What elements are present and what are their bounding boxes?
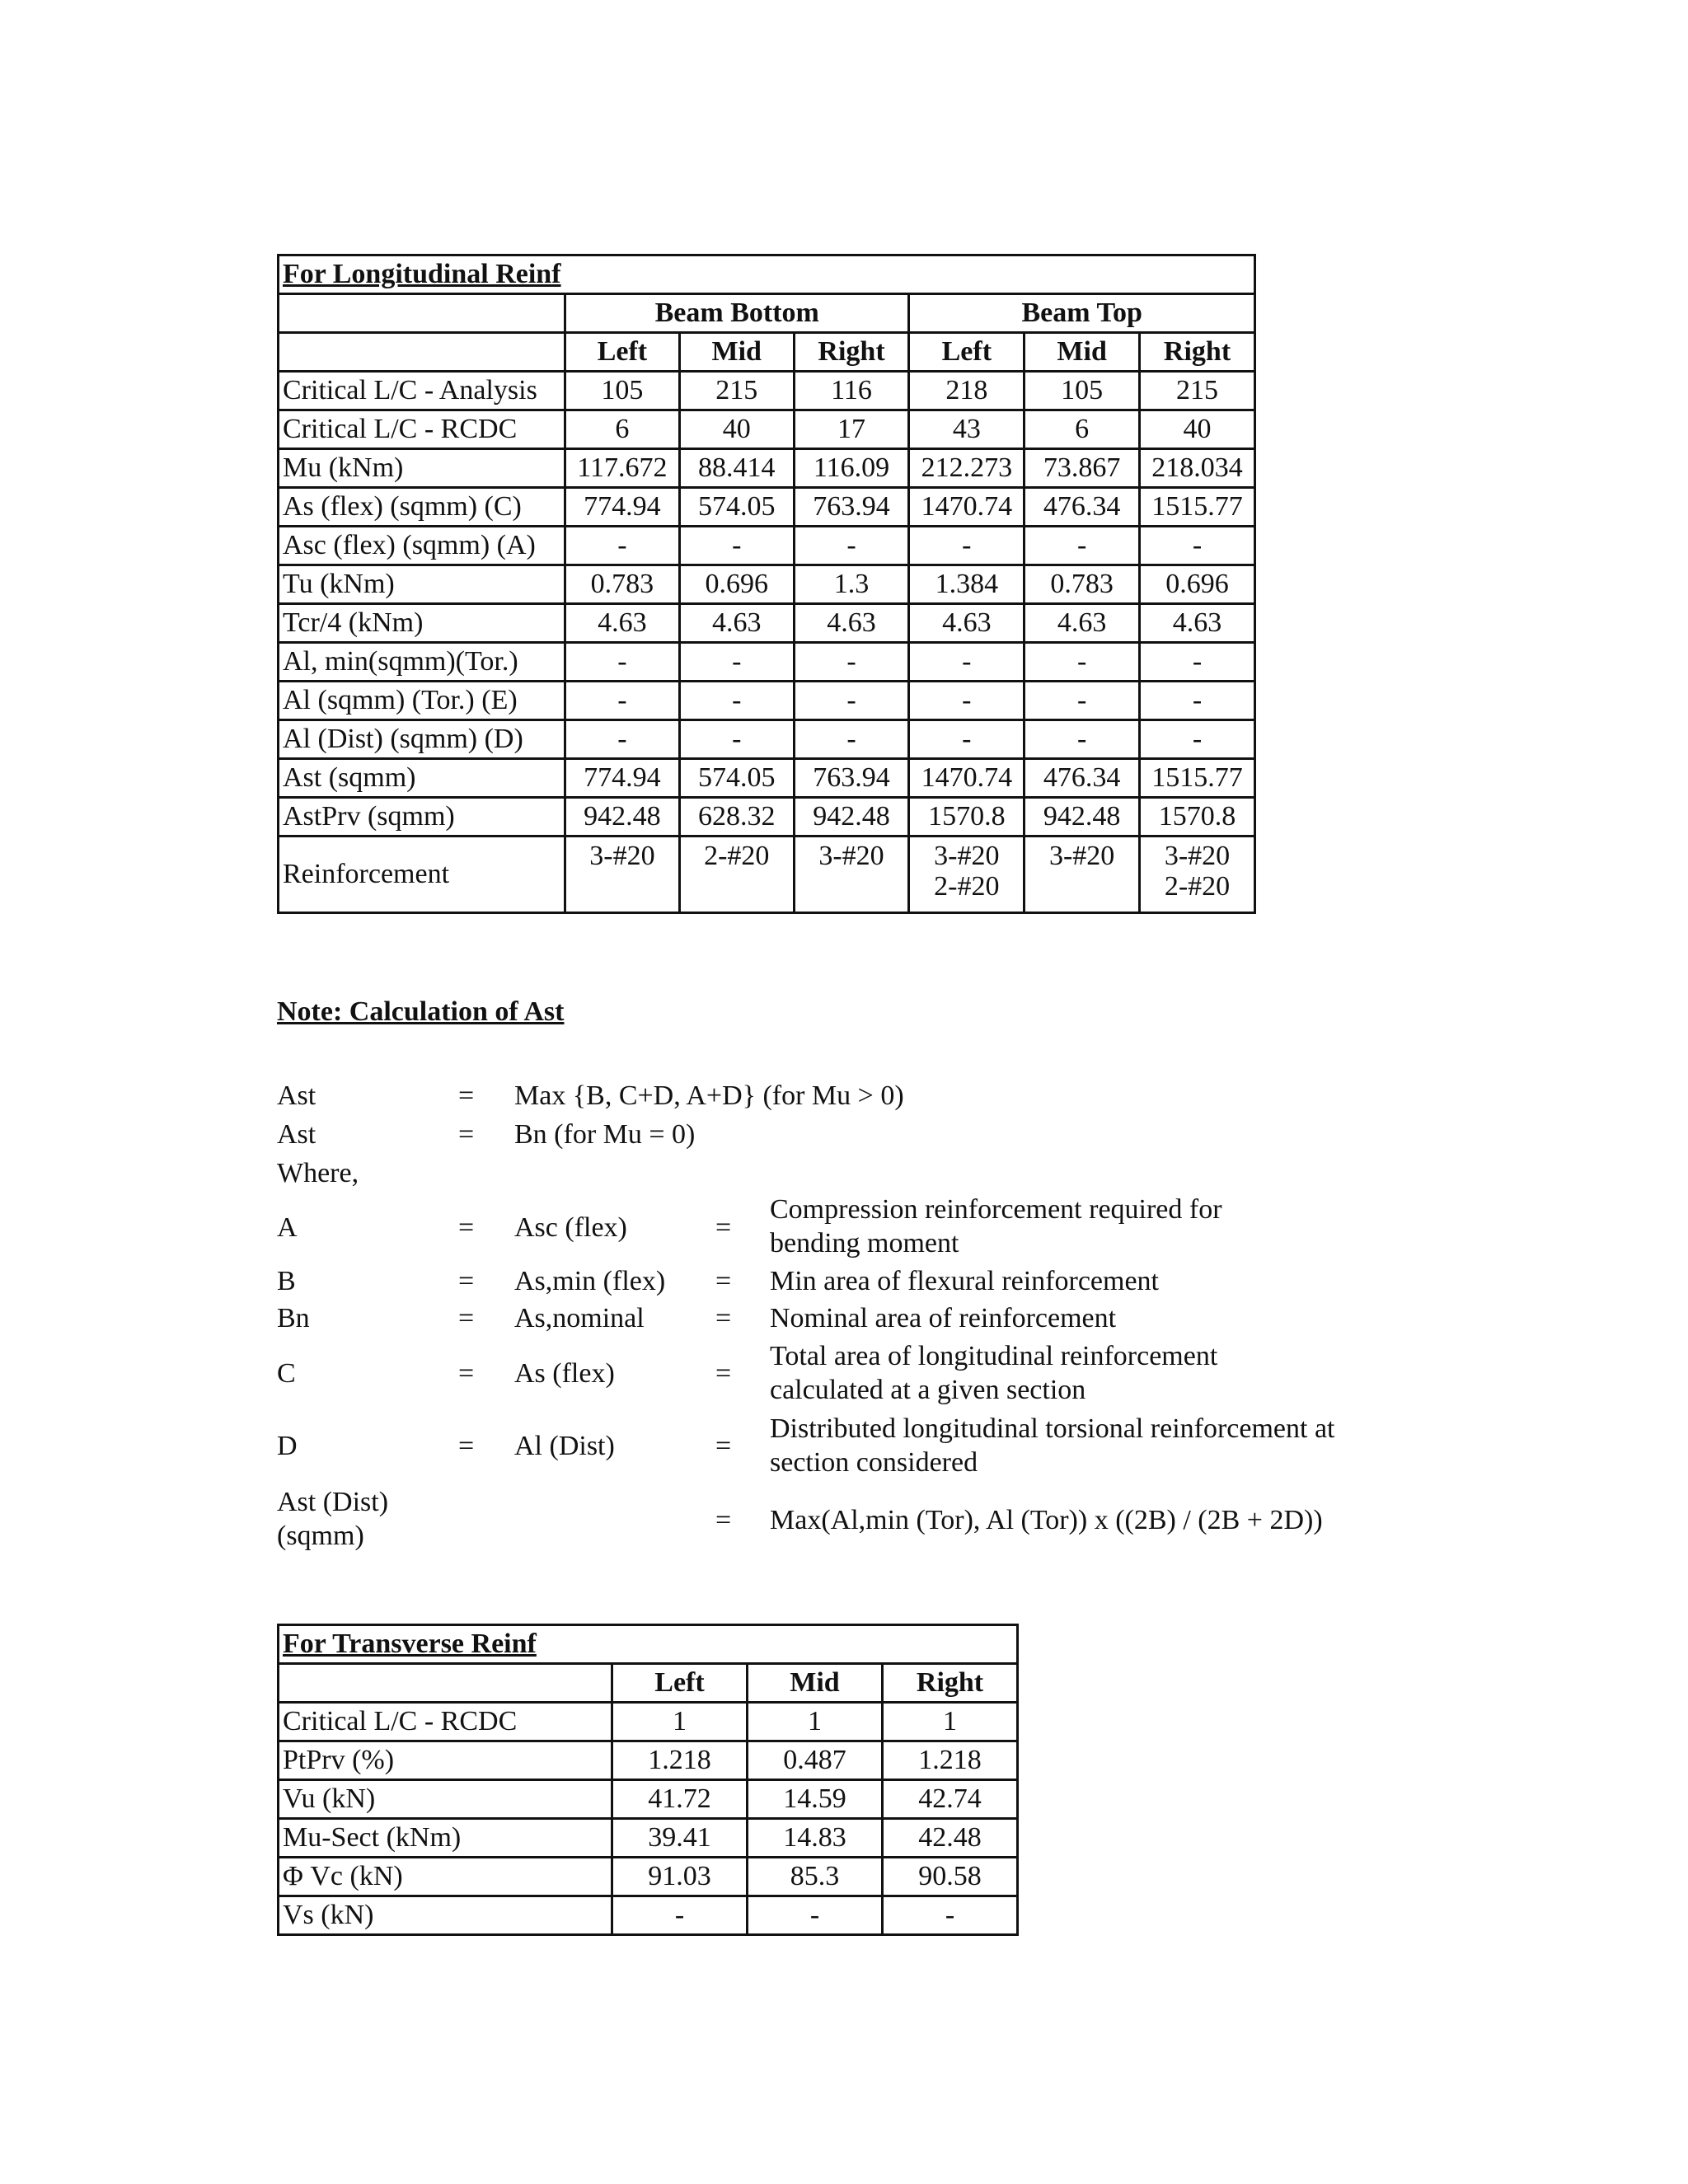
def-term: As,nominal <box>514 1303 645 1333</box>
table-row <box>279 604 1255 643</box>
table-cell: - <box>1025 682 1140 720</box>
table-cell: 1.218 <box>612 1741 748 1780</box>
table-cell: 942.48 <box>1025 798 1140 837</box>
column-header: Left <box>909 333 1025 372</box>
table-cell: 215 <box>1140 372 1255 410</box>
beam-bottom-header: Beam Bottom <box>565 294 909 333</box>
row-label: Asc (flex) (sqmm) (A) <box>279 527 565 565</box>
table-cell: 942.48 <box>565 798 680 837</box>
column-header: Left <box>565 333 680 372</box>
table-cell: 105 <box>1025 372 1140 410</box>
note-line-rhs: Bn (for Mu = 0) <box>514 1119 696 1150</box>
table-cell: 476.34 <box>1025 488 1140 527</box>
table-cell: 4.63 <box>909 604 1025 643</box>
longitudinal-reinf-table <box>277 254 1256 914</box>
table-cell: - <box>679 682 794 720</box>
table-cell: - <box>1140 643 1255 682</box>
table-cell: - <box>612 1896 748 1935</box>
beam-top-header: Beam Top <box>909 294 1255 333</box>
reinforcement-cell <box>1025 837 1140 913</box>
table-cell: 574.05 <box>679 759 794 798</box>
table-cell: 116.09 <box>794 449 909 488</box>
column-header-row <box>279 333 1255 372</box>
table-row <box>279 527 1255 565</box>
row-label: Vs (kN) <box>279 1896 612 1935</box>
table-cell: - <box>1025 527 1140 565</box>
table-cell: - <box>794 720 909 759</box>
table-cell: 41.72 <box>612 1780 748 1819</box>
table-cell: 1 <box>883 1703 1018 1741</box>
ast-dist-formula: Max(Al,min (Tor), Al (Tor)) x ((2B) / (2B + 2D)) <box>770 1505 1323 1535</box>
table-row <box>279 759 1255 798</box>
row-label: Ast (sqmm) <box>279 759 565 798</box>
table-row <box>279 410 1255 449</box>
bar-spec: 2-#20 <box>934 871 1000 902</box>
table-row <box>279 1703 1018 1741</box>
row-label: Vu (kN) <box>279 1780 612 1819</box>
row-label: Critical L/C - RCDC <box>279 1703 612 1741</box>
table-cell: 42.48 <box>883 1819 1018 1858</box>
table-cell: 0.783 <box>565 565 680 604</box>
table-row <box>279 1896 1018 1935</box>
table-cell: 0.696 <box>1140 565 1255 604</box>
row-label: Mu (kNm) <box>279 449 565 488</box>
table-title-row <box>279 1625 1018 1664</box>
def-symbol: A <box>277 1212 298 1243</box>
table-cell: 942.48 <box>794 798 909 837</box>
reinforcement-row <box>279 837 1255 913</box>
table-cell: 40 <box>679 410 794 449</box>
note-line-eq: = <box>458 1080 475 1111</box>
table-cell: - <box>794 643 909 682</box>
table-cell: 88.414 <box>679 449 794 488</box>
table-cell: 1.218 <box>883 1741 1018 1780</box>
ast-dist-label: Ast (Dist) (sqmm) <box>277 1487 389 1552</box>
table-cell: - <box>909 720 1025 759</box>
reinforcement-cell <box>909 837 1025 913</box>
table-cell: 763.94 <box>794 759 909 798</box>
def-eq: = <box>715 1303 732 1333</box>
table-row <box>279 372 1255 410</box>
blank-cell <box>279 333 565 372</box>
table-cell: 0.487 <box>748 1741 883 1780</box>
def-symbol: D <box>277 1431 298 1461</box>
def-symbol: Bn <box>277 1303 310 1333</box>
table-cell: - <box>909 527 1025 565</box>
def-eq: = <box>715 1266 732 1296</box>
bar-spec: 3-#20 <box>589 841 655 871</box>
bar-spec: 2-#20 <box>1164 871 1231 902</box>
blank-cell <box>279 294 565 333</box>
def-description: Nominal area of reinforcement <box>770 1303 1117 1333</box>
table-cell: 4.63 <box>565 604 680 643</box>
table-cell: 39.41 <box>612 1819 748 1858</box>
table-cell: 1.384 <box>909 565 1025 604</box>
row-label: AstPrv (sqmm) <box>279 798 565 837</box>
table-cell: - <box>794 527 909 565</box>
note-where: Where, <box>277 1158 359 1188</box>
table-cell: - <box>1140 682 1255 720</box>
table-cell: 117.672 <box>565 449 680 488</box>
bar-spec: 3-#20 <box>934 841 1000 871</box>
table-cell: 212.273 <box>909 449 1025 488</box>
def-term: Asc (flex) <box>514 1212 627 1243</box>
row-label: Al (sqmm) (Tor.) (E) <box>279 682 565 720</box>
row-label: Critical L/C - RCDC <box>279 410 565 449</box>
def-description: Distributed longitudinal torsional reinforcement at section considered <box>770 1413 1335 1479</box>
table-cell: - <box>883 1896 1018 1935</box>
table-row <box>279 565 1255 604</box>
table-cell: 774.94 <box>565 488 680 527</box>
table-cell: 1 <box>612 1703 748 1741</box>
def-eq: = <box>458 1212 475 1243</box>
table-cell: 14.59 <box>748 1780 883 1819</box>
column-header: Right <box>1140 333 1255 372</box>
table-row <box>279 1858 1018 1896</box>
table-cell: 215 <box>679 372 794 410</box>
table-cell: 85.3 <box>748 1858 883 1896</box>
column-header-row <box>279 1664 1018 1703</box>
table-cell: 476.34 <box>1025 759 1140 798</box>
table-row <box>279 643 1255 682</box>
column-header: Right <box>883 1664 1018 1703</box>
def-eq: = <box>715 1431 732 1461</box>
table-cell: - <box>1140 720 1255 759</box>
row-label: PtPrv (%) <box>279 1741 612 1780</box>
bar-spec: 3-#20 <box>1164 841 1231 871</box>
row-label: Tcr/4 (kNm) <box>279 604 565 643</box>
table-cell: 73.867 <box>1025 449 1140 488</box>
table-cell: 14.83 <box>748 1819 883 1858</box>
table-cell: - <box>909 682 1025 720</box>
table-cell: 40 <box>1140 410 1255 449</box>
row-label: Critical L/C - Analysis <box>279 372 565 410</box>
table-cell: - <box>1025 643 1140 682</box>
blank-cell <box>279 1664 612 1703</box>
def-term: Al (Dist) <box>514 1431 615 1461</box>
table-cell: - <box>794 682 909 720</box>
table-cell: 17 <box>794 410 909 449</box>
row-label: Φ Vc (kN) <box>279 1858 612 1896</box>
table-cell: 4.63 <box>1025 604 1140 643</box>
reinforcement-cell <box>679 837 794 913</box>
table-cell: 0.783 <box>1025 565 1140 604</box>
table-cell: - <box>909 643 1025 682</box>
table-row <box>279 798 1255 837</box>
note-line-eq: = <box>458 1119 475 1150</box>
table-cell: - <box>565 643 680 682</box>
table-cell: 6 <box>1025 410 1140 449</box>
table-cell: - <box>679 720 794 759</box>
def-eq: = <box>458 1303 475 1333</box>
table-cell: - <box>1140 527 1255 565</box>
column-header: Right <box>794 333 909 372</box>
bar-spec: 2-#20 <box>704 841 770 871</box>
table-cell: 105 <box>565 372 680 410</box>
table-cell: - <box>565 720 680 759</box>
table-cell: 218.034 <box>1140 449 1255 488</box>
def-eq: = <box>458 1266 475 1296</box>
bar-spec: 3-#20 <box>1048 841 1115 871</box>
def-eq: = <box>715 1358 732 1389</box>
note-line-lhs: Ast <box>277 1119 316 1150</box>
table-row <box>279 449 1255 488</box>
table-cell: - <box>679 643 794 682</box>
reinforcement-cell <box>565 837 680 913</box>
column-header: Mid <box>679 333 794 372</box>
table-row <box>279 1780 1018 1819</box>
table-title-row <box>279 255 1255 294</box>
table-row <box>279 1819 1018 1858</box>
column-header: Mid <box>1025 333 1140 372</box>
note-line-rhs: Max {B, C+D, A+D} (for Mu > 0) <box>514 1080 904 1111</box>
reinforcement-cell <box>794 837 909 913</box>
table-cell: 91.03 <box>612 1858 748 1896</box>
table-cell: 1515.77 <box>1140 759 1255 798</box>
row-label: Tu (kNm) <box>279 565 565 604</box>
note-title: Note: Calculation of Ast <box>277 996 565 1027</box>
def-symbol: B <box>277 1266 296 1296</box>
table-cell: - <box>1025 720 1140 759</box>
table-row <box>279 720 1255 759</box>
table-cell: 774.94 <box>565 759 680 798</box>
table-cell: 1570.8 <box>909 798 1025 837</box>
table-cell: 43 <box>909 410 1025 449</box>
table-cell: 116 <box>794 372 909 410</box>
table-cell: 628.32 <box>679 798 794 837</box>
note-line-lhs: Ast <box>277 1080 316 1111</box>
table-cell: 1470.74 <box>909 488 1025 527</box>
table-row <box>279 682 1255 720</box>
table-cell: 4.63 <box>1140 604 1255 643</box>
longitudinal-table-title: For Longitudinal Reinf <box>279 255 1255 294</box>
def-term: As (flex) <box>514 1358 615 1389</box>
group-header-row <box>279 294 1255 333</box>
table-cell: 1570.8 <box>1140 798 1255 837</box>
table-cell: 42.74 <box>883 1780 1018 1819</box>
table-cell: - <box>748 1896 883 1935</box>
def-eq: = <box>715 1212 732 1243</box>
longitudinal-table-body <box>279 255 1255 913</box>
def-symbol: C <box>277 1358 296 1389</box>
def-eq: = <box>458 1358 475 1389</box>
table-row <box>279 488 1255 527</box>
table-cell: - <box>565 682 680 720</box>
table-cell: 1470.74 <box>909 759 1025 798</box>
def-description: Min area of flexural reinforcement <box>770 1266 1159 1296</box>
row-label: As (flex) (sqmm) (C) <box>279 488 565 527</box>
row-label: Mu-Sect (kNm) <box>279 1819 612 1858</box>
table-cell: 763.94 <box>794 488 909 527</box>
table-row <box>279 1741 1018 1780</box>
reinforcement-cell <box>1140 837 1255 913</box>
table-cell: 4.63 <box>794 604 909 643</box>
def-description: Compression reinforcement required for bending moment <box>770 1194 1222 1259</box>
table-cell: 1515.77 <box>1140 488 1255 527</box>
table-cell: 1.3 <box>794 565 909 604</box>
def-eq: = <box>458 1431 475 1461</box>
row-label: Al (Dist) (sqmm) (D) <box>279 720 565 759</box>
def-description: Total area of longitudinal reinforcement calculated at a given section <box>770 1341 1218 1406</box>
transverse-table-title: For Transverse Reinf <box>279 1625 1018 1664</box>
column-header: Mid <box>748 1664 883 1703</box>
table-cell: - <box>565 527 680 565</box>
table-cell: 574.05 <box>679 488 794 527</box>
transverse-table-body <box>279 1625 1018 1935</box>
bar-spec: 3-#20 <box>818 841 884 871</box>
ast-dist-eq: = <box>715 1505 732 1535</box>
column-header: Left <box>612 1664 748 1703</box>
table-cell: 4.63 <box>679 604 794 643</box>
row-label: Reinforcement <box>279 837 565 913</box>
table-cell: 1 <box>748 1703 883 1741</box>
transverse-reinf-table <box>277 1624 1019 1936</box>
row-label: Al, min(sqmm)(Tor.) <box>279 643 565 682</box>
def-term: As,min (flex) <box>514 1266 666 1296</box>
table-cell: 0.696 <box>679 565 794 604</box>
table-cell: 90.58 <box>883 1858 1018 1896</box>
table-cell: - <box>679 527 794 565</box>
table-cell: 218 <box>909 372 1025 410</box>
table-cell: 6 <box>565 410 680 449</box>
